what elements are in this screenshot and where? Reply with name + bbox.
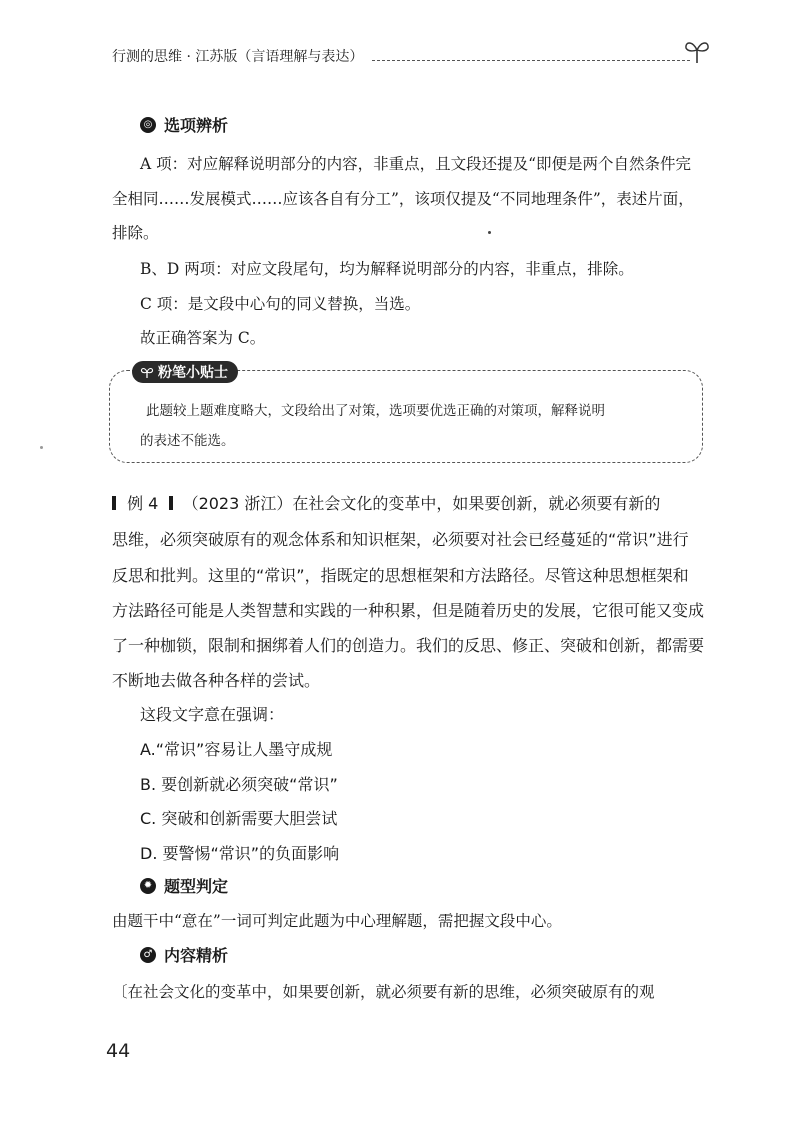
example-source: （2023 浙江）在社会文化的变革中，如果要创新，就必须要有新的 [182,494,661,513]
example-bar-left [112,496,116,510]
option-c: C. 突破和创新需要大胆尝试 [140,809,338,828]
print-speck [488,231,491,234]
example-line-2: 反思和批判。这里的“常识”，指既定的思想框架和方法路径。尽管这种思想框架和 [112,566,689,585]
sprout-icon [682,36,712,64]
option-a: A.“常识”容易让人墨守成规 [140,740,333,759]
example-line-1: 思维，必须突破原有的观念体系和知识框架，必须要对社会已经蔓延的“常识”进行 [112,530,689,549]
tip-text [140,396,605,456]
example-line-5: 不断地去做各种各样的尝试。 [112,671,321,690]
option-a-line-3: 排除。 [112,224,159,242]
option-a-line-2: 全相同……发展模式……应该各自有分工”，该项仅提及“不同地理条件”，表述片面， [112,190,694,208]
type-judgment-heading: ✹ 题型判定 [140,874,228,897]
option-d: D. 要警惕“常识”的负面影响 [140,844,340,863]
content-analysis-text: 〔在社会文化的变革中，如果要创新，就必须要有新的思维，必须突破原有的观 [112,983,655,1001]
answer-line: 故正确答案为 C。 [140,329,266,347]
page-number: 44 [106,1040,131,1062]
example-label: 例 4 [127,494,159,513]
tip-line-1: 此题较上题难度略大，文段给出了对策，选项要优选正确的对策项，解释说明 [146,403,605,419]
option-b: B. 要创新就必须突破“常识” [140,775,338,794]
tip-line-2: 的表述不能选。 [140,433,235,449]
type-judgment-text: 由题干中“意在”一词可判定此题为中心理解题，需把握文段中心。 [112,912,562,930]
example-line-3: 方法路径可能是人类智慧和实践的一种积累，但是随着历史的发展，它很可能又变成 [112,601,705,620]
option-c-line: C 项：是文段中心句的同义替换，当选。 [140,295,421,313]
gear-icon: ✹ [140,878,156,894]
tip-label: 粉笔小贴士 [132,361,238,383]
option-analysis-heading: ◎ 选项辨析 [140,113,228,136]
running-header: 行测的思维 · 江苏版（言语理解与表达） [112,49,364,65]
sprout-icon [140,366,154,378]
option-analysis-icon: ◎ [140,117,156,133]
question-stem: 这段文字意在强调： [140,705,285,724]
example-line-4: 了一种枷锁，限制和捆绑着人们的创造力。我们的反思、修正、突破和创新，都需要 [112,636,705,655]
magnifier-icon: ♂ [140,947,156,963]
margin-speck [40,446,43,449]
option-a-line-1: A 项：对应解释说明部分的内容，非重点，且文段还提及“即便是两个自然条件完 [140,155,692,173]
example-bar-right [169,496,173,510]
header-rule [372,60,690,61]
content-analysis-heading: ♂ 内容精析 [140,943,228,966]
option-bd-line: B、D 两项：对应文段尾句，均为解释说明部分的内容，非重点，排除。 [140,260,634,278]
example-header [112,491,660,514]
